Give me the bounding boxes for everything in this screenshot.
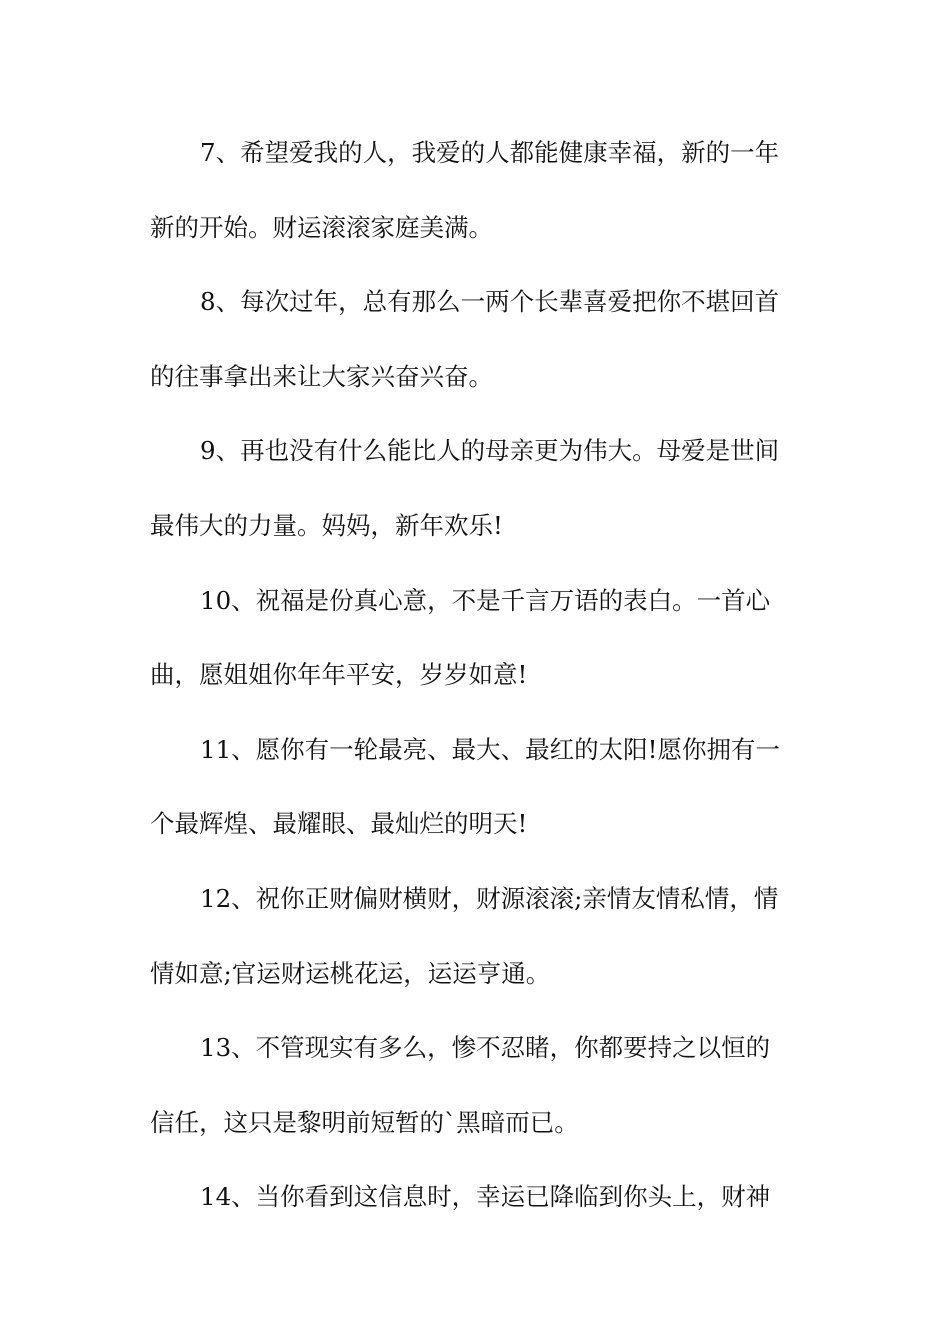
paragraph-11-line-2: 个最辉煌、最耀眼、最灿烂的明天! [150,809,528,839]
paragraph-9-line-2: 最伟大的力量。妈妈，新年欢乐! [150,510,503,540]
paragraph-10-line-1: 10、祝福是份真心意，不是千言万语的表白。一首心 [200,585,771,615]
paragraph-13-line-2: 信任，这只是黎明前短暂的`黑暗而已。 [150,1107,579,1137]
paragraph-11-line-1: 11、愿你有一轮最亮、最大、最红的太阳!愿你拥有一 [200,734,781,764]
document-body [150,124,810,1243]
paragraph-14-line-1: 14、当你看到这信息时，幸运已降临到你头上，财神 [200,1182,771,1212]
paragraph-7-line-2: 新的开始。财运滚滚家庭美满。 [150,212,493,242]
paragraph-7-line-1: 7、希望爱我的人，我爱的人都能健康幸福，新的一年 [200,138,780,167]
paragraph-10-line-2: 曲，愿姐姐你年年平安，岁岁如意! [150,660,528,690]
paragraph-8-line-1: 8、每次过年，总有那么一两个长辈喜爱把你不堪回首 [200,287,780,317]
paragraph-9-line-1: 9、再也没有什么能比人的母亲更为伟大。母爱是世间 [200,436,780,466]
paragraph-13-line-1: 13、不管现实有多么，惨不忍睹，你都要持之以恒的 [200,1033,771,1063]
paragraph-12-line-1: 12、祝你正财偏财横财，财源滚滚;亲情友情私情，情 [200,883,779,913]
paragraph-8-line-2: 的往事拿出来让大家兴奋兴奋。 [150,361,493,391]
paragraph-12-line-2: 情如意;官运财运桃花运，运运亨通。 [150,958,551,988]
